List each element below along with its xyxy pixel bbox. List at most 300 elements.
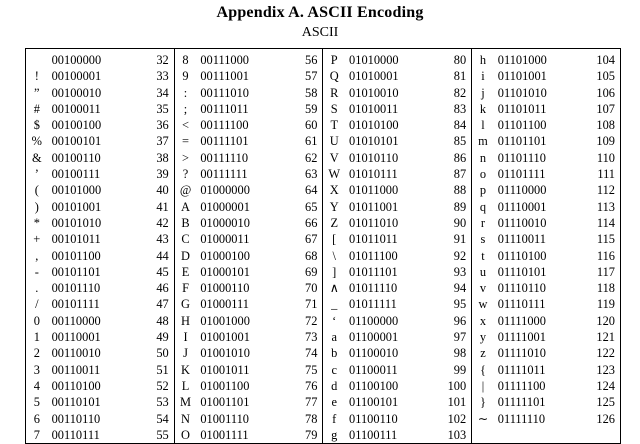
decimal-cell: 41	[156, 199, 169, 214]
binary-cell: 01100110	[349, 411, 398, 426]
binary-cell: 00101011	[51, 232, 101, 247]
char-cell: t	[472, 248, 494, 264]
binary-cell: 01111001	[497, 330, 546, 345]
char-cell: x	[472, 313, 494, 329]
char-cell: Z	[323, 215, 345, 231]
decimal-cell: 100	[447, 378, 467, 393]
decimal-cell: 67	[305, 232, 318, 247]
char-cell: /	[26, 296, 48, 312]
binary-cell: 00110011	[51, 362, 101, 377]
char-cell: p	[472, 182, 494, 198]
decimal-cell: 103	[447, 427, 467, 442]
table-row	[26, 394, 621, 410]
decimal-cell: 61	[305, 134, 318, 149]
decimal-cell: 65	[305, 199, 318, 214]
binary-cell: 01010100	[349, 118, 399, 133]
table-row	[26, 101, 621, 117]
char-cell: L	[174, 378, 196, 394]
table-row	[26, 117, 621, 133]
binary-cell: 01000000	[200, 183, 250, 198]
decimal-cell: 119	[574, 296, 620, 312]
decimal-cell: 53	[156, 395, 169, 410]
decimal-cell: 69	[305, 264, 318, 279]
char-cell: I	[174, 329, 196, 345]
binary-cell: 01010001	[349, 69, 399, 84]
decimal-cell: 108	[574, 117, 620, 133]
decimal-cell: 62	[305, 150, 318, 165]
char-cell: 8	[174, 49, 196, 69]
decimal-cell: 46	[156, 281, 169, 296]
decimal-cell: 93	[453, 264, 467, 279]
decimal-cell: 43	[156, 232, 169, 247]
char-cell: f	[323, 411, 345, 427]
decimal-cell: 102	[447, 411, 467, 426]
char-cell: Q	[323, 68, 345, 84]
binary-cell: 01001011	[200, 362, 250, 377]
decimal-cell: 47	[156, 297, 169, 312]
char-cell: .	[26, 280, 48, 296]
binary-cell: 00101110	[51, 281, 101, 296]
binary-cell: 01000110	[200, 281, 250, 296]
char-cell: g	[323, 427, 345, 444]
page-title: Appendix A. ASCII Encoding	[216, 4, 424, 21]
decimal-cell: 95	[453, 297, 467, 312]
decimal-cell: 106	[574, 85, 620, 101]
decimal-cell: 74	[305, 346, 318, 361]
char-cell: B	[174, 215, 196, 231]
binary-cell: 01011011	[349, 232, 398, 247]
decimal-cell: 117	[574, 264, 620, 280]
table-row	[26, 85, 621, 101]
binary-cell: 01111110	[497, 411, 546, 426]
char-cell: R	[323, 85, 345, 101]
char-cell: %	[26, 133, 48, 149]
char-cell: C	[174, 231, 196, 247]
binary-cell: 01010000	[349, 53, 399, 67]
decimal-cell: 125	[574, 394, 620, 410]
table-row	[26, 296, 621, 312]
binary-cell: 01110000	[497, 183, 547, 198]
char-cell: K	[174, 362, 196, 378]
binary-cell: 00100010	[51, 85, 102, 100]
decimal-cell: 92	[453, 248, 467, 263]
binary-cell: 00110101	[51, 395, 101, 410]
decimal-cell: 98	[453, 346, 467, 361]
char-cell: i	[472, 68, 494, 84]
decimal-cell: 40	[156, 183, 169, 198]
binary-cell	[494, 427, 574, 444]
binary-cell: 01100101	[349, 395, 399, 410]
char-cell: W	[323, 166, 345, 182]
binary-cell: 01100100	[349, 378, 399, 393]
decimal-cell: 104	[574, 49, 620, 69]
binary-cell: 01100011	[349, 362, 398, 377]
binary-cell: 01011001	[349, 199, 399, 214]
char-cell: &	[26, 150, 48, 166]
table-row	[26, 182, 621, 198]
decimal-cell: 123	[574, 362, 620, 378]
binary-cell: 00100011	[51, 101, 101, 116]
table-row	[26, 166, 621, 182]
binary-cell: 01110110	[497, 281, 546, 296]
char-cell: S	[323, 101, 345, 117]
binary-cell: 01000001	[200, 199, 250, 214]
char-cell: )	[26, 199, 48, 215]
table-row	[26, 231, 621, 247]
char-cell: u	[472, 264, 494, 280]
table-row	[26, 345, 621, 361]
binary-cell: 01000101	[200, 264, 250, 279]
char-cell: v	[472, 280, 494, 296]
table-row	[26, 329, 621, 345]
decimal-cell: 101	[447, 395, 467, 410]
binary-cell: 00100001	[51, 69, 102, 84]
table-row	[26, 427, 621, 444]
binary-cell: 01001100	[200, 378, 250, 393]
char-cell: d	[323, 378, 345, 394]
char-cell: N	[174, 411, 196, 427]
char-cell: J	[174, 345, 196, 361]
char-cell: \	[323, 248, 345, 264]
char-cell: U	[323, 133, 345, 149]
table-row	[26, 49, 621, 69]
decimal-cell: 121	[574, 329, 620, 345]
char-cell: z	[472, 345, 494, 361]
binary-cell: 01110010	[497, 215, 547, 230]
decimal-cell: 80	[453, 53, 467, 67]
table-row	[26, 362, 621, 378]
decimal-cell: 124	[574, 378, 620, 394]
binary-cell: 00110111	[51, 427, 100, 442]
char-cell: b	[323, 345, 345, 361]
binary-cell: 01011100	[349, 248, 398, 263]
decimal-cell	[574, 427, 620, 444]
decimal-cell: 51	[156, 362, 169, 377]
binary-cell: 01010101	[349, 134, 399, 149]
decimal-cell: 72	[305, 313, 318, 328]
table-row	[26, 150, 621, 166]
char-cell: 0	[26, 313, 48, 329]
char-cell: G	[174, 296, 196, 312]
decimal-cell: 82	[453, 85, 467, 100]
binary-cell: 01111011	[497, 362, 546, 377]
decimal-cell: 85	[453, 134, 467, 149]
binary-cell: 01100111	[349, 427, 398, 442]
char-cell: k	[472, 101, 494, 117]
decimal-cell: 73	[305, 330, 318, 345]
binary-cell: 01001101	[200, 395, 250, 410]
binary-cell: 01000100	[200, 248, 250, 263]
decimal-cell: 42	[156, 215, 169, 230]
decimal-cell: 78	[305, 411, 318, 426]
binary-cell: 01101101	[497, 134, 547, 149]
char-cell: 6	[26, 411, 48, 427]
char-cell: ”	[26, 85, 48, 101]
binary-cell: 01011111	[349, 297, 397, 312]
char-cell: e	[323, 394, 345, 410]
binary-cell: 00100110	[51, 150, 101, 165]
decimal-cell: 60	[305, 118, 318, 133]
decimal-cell: 35	[156, 101, 169, 116]
char-cell: m	[472, 133, 494, 149]
char-cell: ;	[174, 101, 196, 117]
char-cell: D	[174, 248, 196, 264]
decimal-cell: 120	[574, 313, 620, 329]
decimal-cell: 45	[156, 264, 169, 279]
char-cell: $	[26, 117, 48, 133]
decimal-cell: 76	[305, 378, 318, 393]
char-cell: +	[26, 231, 48, 247]
char-cell: *	[26, 215, 48, 231]
binary-cell: 01010011	[349, 101, 399, 116]
decimal-cell: 118	[574, 280, 620, 296]
decimal-cell: 91	[453, 232, 467, 247]
char-cell: ∼	[472, 411, 494, 427]
char-cell: 7	[26, 427, 48, 444]
binary-cell: 00101100	[51, 248, 101, 263]
table-row	[26, 133, 621, 149]
binary-cell: 01111000	[497, 313, 546, 328]
binary-cell: 00100111	[51, 167, 101, 182]
binary-cell: 01101001	[497, 69, 547, 84]
decimal-cell: 36	[156, 118, 169, 133]
decimal-cell: 49	[156, 330, 169, 345]
char-cell: s	[472, 231, 494, 247]
decimal-cell: 56	[305, 53, 318, 67]
decimal-cell: 86	[453, 150, 467, 165]
table-row	[26, 313, 621, 329]
table-caption: ASCII	[301, 25, 339, 40]
decimal-cell: 54	[156, 411, 169, 426]
binary-cell: 01111100	[497, 378, 546, 393]
decimal-cell: 37	[156, 134, 169, 149]
table-row	[26, 68, 621, 84]
table-row	[26, 411, 621, 427]
char-cell: 9	[174, 68, 196, 84]
binary-cell: 00101111	[51, 297, 100, 312]
char-cell: Y	[323, 199, 345, 215]
char-cell: 4	[26, 378, 48, 394]
table-row	[26, 378, 621, 394]
table-row	[26, 280, 621, 296]
char-cell: c	[323, 362, 345, 378]
binary-cell: 01001110	[200, 411, 249, 426]
binary-cell: 01110101	[497, 264, 547, 279]
decimal-cell: 79	[305, 427, 318, 442]
char-cell: r	[472, 215, 494, 231]
decimal-cell: 96	[453, 313, 467, 328]
decimal-cell: 84	[453, 118, 467, 133]
binary-cell: 01101110	[497, 150, 546, 165]
char-cell: ∧	[323, 280, 345, 296]
decimal-cell: 77	[305, 395, 318, 410]
binary-cell: 00101000	[51, 183, 102, 198]
binary-cell: 01101010	[497, 85, 547, 100]
char-cell: X	[323, 182, 345, 198]
binary-cell: 01011000	[349, 183, 399, 198]
char-cell: :	[174, 85, 196, 101]
binary-cell: 01110111	[497, 297, 546, 312]
decimal-cell: 59	[305, 101, 318, 116]
decimal-cell: 111	[574, 166, 620, 182]
binary-cell: 00100000	[51, 53, 102, 67]
binary-cell: 01010110	[349, 150, 399, 165]
binary-cell: 00101101	[51, 264, 101, 279]
char-cell: l	[472, 117, 494, 133]
decimal-cell: 52	[156, 378, 169, 393]
decimal-cell: 99	[453, 362, 467, 377]
decimal-cell: 70	[305, 281, 318, 296]
binary-cell: 01011110	[349, 281, 398, 296]
binary-cell: 01010111	[349, 167, 398, 182]
decimal-cell: 122	[574, 345, 620, 361]
decimal-cell: 97	[453, 330, 467, 345]
binary-cell: 00111011	[200, 101, 249, 116]
binary-cell: 00111100	[200, 118, 249, 133]
binary-cell: 01110001	[497, 199, 547, 214]
decimal-cell: 68	[305, 248, 318, 263]
decimal-cell: 33	[156, 69, 169, 84]
decimal-cell: 81	[453, 69, 467, 84]
char-cell: ?	[174, 166, 196, 182]
decimal-cell: 75	[305, 362, 318, 377]
char-cell: j	[472, 85, 494, 101]
decimal-cell: 90	[453, 215, 467, 230]
char-cell: >	[174, 150, 196, 166]
binary-cell: 00110010	[51, 346, 101, 361]
char-cell: O	[174, 427, 196, 444]
binary-cell: 01101011	[497, 101, 547, 116]
binary-cell: 01110100	[497, 248, 547, 263]
decimal-cell: 32	[156, 53, 169, 67]
binary-cell: 01011010	[349, 215, 399, 230]
decimal-cell: 39	[156, 167, 169, 182]
decimal-cell: 66	[305, 215, 318, 230]
binary-cell: 01101100	[497, 118, 547, 133]
binary-cell: 00101001	[51, 199, 102, 214]
binary-cell: 00101010	[51, 215, 102, 230]
decimal-cell: 105	[574, 68, 620, 84]
ascii-table	[25, 48, 621, 444]
binary-cell: 00111010	[200, 85, 249, 100]
binary-cell: 01111101	[497, 395, 546, 410]
char-cell: ’	[26, 166, 48, 182]
char-cell: y	[472, 329, 494, 345]
char-cell: T	[323, 117, 345, 133]
decimal-cell: 113	[574, 199, 620, 215]
char-cell: q	[472, 199, 494, 215]
binary-cell: 01100001	[349, 330, 399, 345]
decimal-cell: 34	[156, 85, 169, 100]
char-cell: n	[472, 150, 494, 166]
decimal-cell: 112	[574, 182, 620, 198]
char-cell: P	[323, 49, 345, 69]
decimal-cell: 57	[305, 69, 318, 84]
binary-cell: 01110011	[497, 232, 546, 247]
char-cell: 5	[26, 394, 48, 410]
binary-cell: 01100010	[349, 346, 399, 361]
char-cell: ‘	[323, 313, 345, 329]
table-row	[26, 264, 621, 280]
char-cell: E	[174, 264, 196, 280]
binary-cell: 01001010	[200, 346, 250, 361]
decimal-cell: 115	[574, 231, 620, 247]
binary-cell: 00111111	[200, 167, 248, 182]
binary-cell: 01001111	[200, 427, 249, 442]
decimal-cell: 109	[574, 133, 620, 149]
table-row	[26, 248, 621, 264]
char-cell: 1	[26, 329, 48, 345]
binary-cell: 01010010	[349, 85, 399, 100]
decimal-cell: 87	[453, 167, 467, 182]
char-cell: ]	[323, 264, 345, 280]
char-cell: h	[472, 49, 494, 69]
decimal-cell: 38	[156, 150, 169, 165]
char-cell: _	[323, 296, 345, 312]
char-cell: w	[472, 296, 494, 312]
binary-cell: 01011101	[349, 264, 398, 279]
char-cell: {	[472, 362, 494, 378]
binary-cell: 00110100	[51, 378, 101, 393]
binary-cell: 00100101	[51, 134, 102, 149]
binary-cell: 00100100	[51, 118, 102, 133]
binary-cell: 00110000	[51, 313, 101, 328]
char-cell	[472, 427, 494, 444]
decimal-cell: 55	[156, 427, 169, 442]
char-cell: 2	[26, 345, 48, 361]
char-cell: (	[26, 182, 48, 198]
decimal-cell: 88	[453, 183, 467, 198]
binary-cell: 01001001	[200, 330, 250, 345]
binary-cell: 01111010	[497, 346, 546, 361]
char-cell: 3	[26, 362, 48, 378]
decimal-cell: 83	[453, 101, 467, 116]
char-cell: [	[323, 231, 345, 247]
char-cell: -	[26, 264, 48, 280]
char-cell: !	[26, 68, 48, 84]
decimal-cell: 116	[574, 248, 620, 264]
char-cell: <	[174, 117, 196, 133]
decimal-cell: 48	[156, 313, 169, 328]
decimal-cell: 107	[574, 101, 620, 117]
char-cell: @	[174, 182, 196, 198]
char-cell: M	[174, 394, 196, 410]
decimal-cell: 64	[305, 183, 318, 198]
binary-cell: 00111110	[200, 150, 249, 165]
decimal-cell: 126	[574, 411, 620, 427]
decimal-cell: 110	[574, 150, 620, 166]
binary-cell: 00111001	[200, 69, 249, 84]
char-cell: ,	[26, 248, 48, 264]
char-cell: a	[323, 329, 345, 345]
binary-cell: 01100000	[349, 313, 399, 328]
decimal-cell: 114	[574, 215, 620, 231]
binary-cell: 01000111	[200, 297, 249, 312]
binary-cell: 01101111	[497, 167, 546, 182]
char-cell: V	[323, 150, 345, 166]
binary-cell: 00111000	[200, 53, 249, 67]
char-cell: |	[472, 378, 494, 394]
binary-cell: 01001000	[200, 313, 250, 328]
decimal-cell: 44	[156, 248, 169, 263]
binary-cell: 01101000	[497, 53, 547, 67]
char-cell: =	[174, 133, 196, 149]
binary-cell: 01000011	[200, 232, 250, 247]
decimal-cell: 89	[453, 199, 467, 214]
char-cell: A	[174, 199, 196, 215]
decimal-cell: 58	[305, 85, 318, 100]
char-cell: H	[174, 313, 196, 329]
